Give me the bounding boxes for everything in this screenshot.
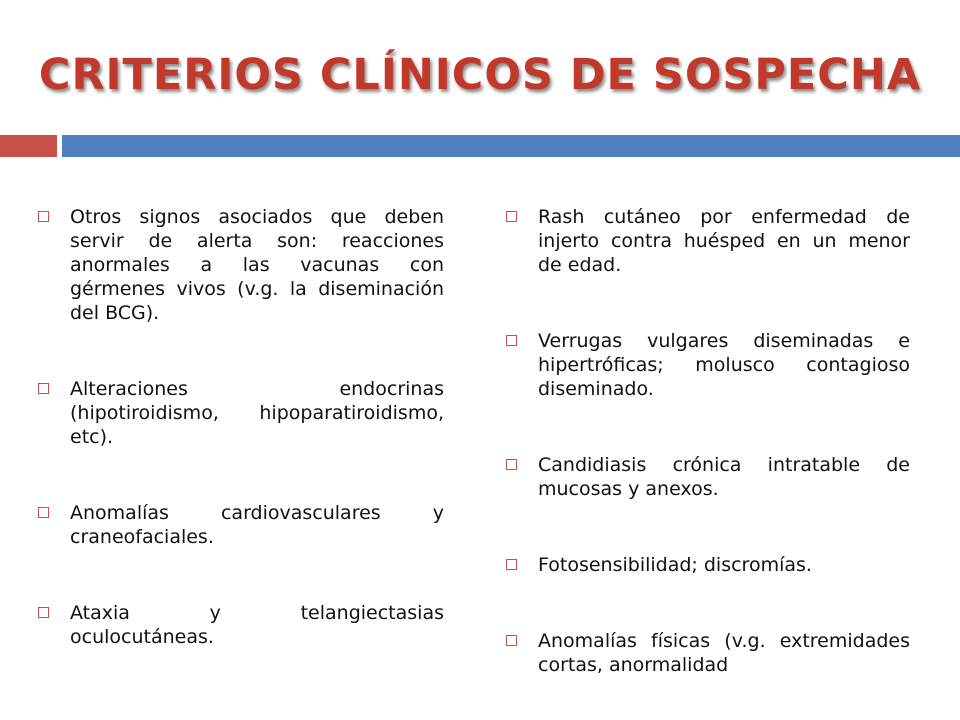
- square-bullet-icon: [506, 335, 517, 346]
- square-bullet-icon: [506, 559, 517, 570]
- list-item-text: Candidiasis crónica intratable de mucosas y anexos.: [538, 454, 910, 500]
- list-item: [36, 601, 444, 649]
- square-bullet-icon: [506, 635, 517, 646]
- square-bullet-icon: [506, 459, 517, 470]
- list-item: [504, 453, 910, 501]
- list-item-text: Ataxia y telangiectasias oculocutáneas.: [70, 602, 444, 648]
- accent-bar-blue: [62, 135, 960, 157]
- square-bullet-icon: [38, 507, 49, 518]
- list-item-text: Fotosensibilidad; discromías.: [538, 554, 812, 576]
- square-bullet-icon: [506, 211, 517, 222]
- list-item-text: Otros signos asociados que deben servir de alerta son: reacciones anormales a las vacunas con gérmenes vivos (v.g. la diseminación del BCG).: [70, 206, 444, 324]
- list-item: [504, 205, 910, 277]
- list-item-text: Anomalías físicas (v.g. extremidades cortas, anormalidad: [538, 630, 910, 676]
- list-item-text: Anomalías cardiovasculares y craneofaciales.: [70, 502, 444, 548]
- right-bullet-list: [504, 205, 910, 677]
- list-item: [36, 501, 444, 549]
- square-bullet-icon: [38, 211, 49, 222]
- list-item: [504, 329, 910, 401]
- square-bullet-icon: [38, 607, 49, 618]
- accent-bar-red: [0, 135, 57, 157]
- list-item: [36, 205, 444, 325]
- list-item: [504, 629, 910, 677]
- list-item-text: Verrugas vulgares diseminadas e hipertróficas; molusco contagioso diseminado.: [538, 330, 910, 400]
- list-item-text: Rash cutáneo por enfermedad de injerto contra huésped en un menor de edad.: [538, 206, 910, 276]
- list-item: [504, 553, 910, 577]
- list-item-text: Alteraciones endocrinas (hipotiroidismo, hipoparatiroidismo, etc).: [70, 378, 444, 448]
- square-bullet-icon: [38, 383, 49, 394]
- list-item: [36, 377, 444, 449]
- left-bullet-list: [36, 205, 444, 649]
- slide-title: CRITERIOS CLÍNICOS DE SOSPECHA: [38, 50, 922, 100]
